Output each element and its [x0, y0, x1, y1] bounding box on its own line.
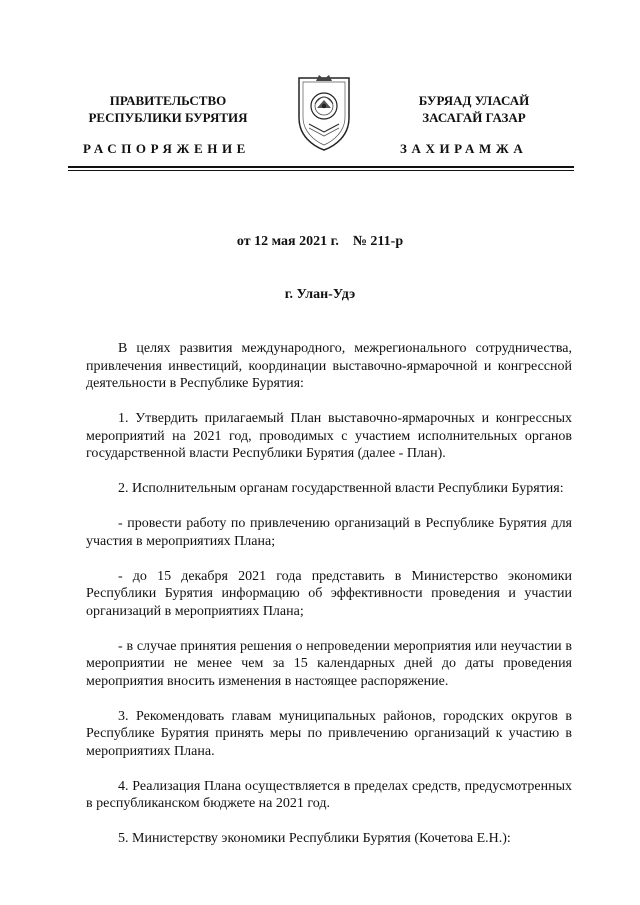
issuer-bua — [374, 92, 574, 126]
paragraph-item-3: 3. Рекомендовать главам муниципальных районов, городских округов в Республике Бурятия принять меры по привлечению организаций к участию в мероприятиях Плана. — [86, 708, 572, 759]
paragraph-item-4: 4. Реализация Плана осуществляется в пределах средств, предусмотренных в республиканском бюджете на 2021 год. — [86, 778, 572, 811]
paragraph-item-5: 5. Министерству экономики Республики Бурятия (Кочетова Е.Н.): — [118, 831, 511, 846]
paragraph-item-2-sub-1: - провести работу по привлечению организаций в Республике Бурятия для участия в мероприятиях Плана; — [86, 516, 572, 549]
paragraph-item-1: 1. Утвердить прилагаемый План выставочно-ярмарочных и конгрессных мероприятий на 2021 год, проводимых с участием исполнительных органов государственной власти Республики Бурятия (далее - План). — [86, 411, 572, 461]
paragraph-item-2-sub-2: - до 15 декабря 2021 года представить в Министерство экономики Республики Бурятия информацию об эффективности проведения и участии организаций в мероприятиях Плана; — [86, 568, 572, 619]
issuer-ru-line1: ПРАВИТЕЛЬСТВО — [109, 93, 227, 108]
date-and-number: от 12 мая 2021 г. № 211-р — [236, 234, 404, 249]
paragraph-preamble: В целях развития международного, межрегионального сотрудничества, привлечения инвестиций, координации выставочно-ярмарочной и конгрессной деятельности в Республике Бурятия: — [86, 341, 572, 391]
issuer-ru-line2: РЕСПУБЛИКИ БУРЯТИЯ — [88, 110, 248, 125]
document-body — [86, 340, 572, 865]
issuer-ru — [68, 92, 268, 126]
paragraph-item-2-sub-3: - в случае принятия решения о непроведении мероприятия или неучастии в мероприятии не менее чем за 15 календарных дней до даты проведения мероприятия вносить изменения в настоящее распоряжение. — [86, 638, 572, 689]
issuer-bua-line2: ЗАСАГАЙ ГАЗАР — [422, 110, 526, 125]
paragraph-item-2: 2. Исполнительным органам государственной власти Республики Бурятия: — [118, 481, 564, 496]
coat-of-arms-emblem — [295, 72, 353, 152]
city: г. Улан-Удэ — [284, 287, 356, 302]
doc-type-bua: ЗАХИРАМЖА — [400, 141, 528, 156]
header-rule-thick — [68, 166, 574, 168]
doc-type-ru: РАСПОРЯЖЕНИЕ — [83, 141, 250, 156]
header-rule-thin — [68, 170, 574, 171]
issuer-bua-line1: БУРЯАД УЛАСАЙ — [418, 93, 530, 108]
